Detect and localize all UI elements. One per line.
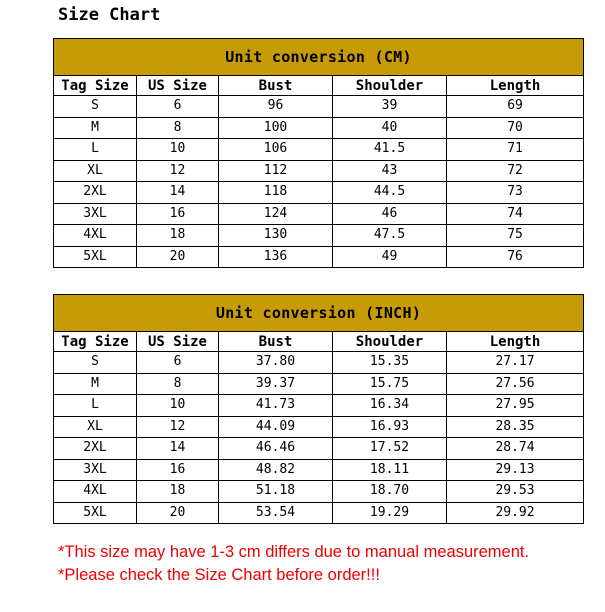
table-cell: 46 [333,203,447,225]
table-cell: 76 [447,246,584,268]
cm-header-us-size: US Size [137,76,219,96]
table-cell: 29.92 [447,502,584,524]
table-cell: 6 [137,352,219,374]
table-cell: M [54,117,137,139]
inch-header-row [54,332,584,352]
table-row [54,395,584,417]
table-cell: 96 [219,96,333,118]
table-row [54,416,584,438]
table-cell: 27.17 [447,352,584,374]
table-cell: 44.5 [333,182,447,204]
measurement-note: *This size may have 1-3 cm differs due to manual measurement. [58,543,530,561]
table-row [54,246,584,268]
table-cell: 16 [137,203,219,225]
inch-size-table [53,294,584,524]
table-cell: 10 [137,395,219,417]
inch-header-us-size: US Size [137,332,219,352]
table-row [54,459,584,481]
table-cell: 3XL [54,459,137,481]
table-cell: 69 [447,96,584,118]
table-cell: M [54,373,137,395]
table-cell: 43 [333,160,447,182]
table-row [54,502,584,524]
table-cell: 12 [137,160,219,182]
cm-table-body [54,96,584,268]
table-cell: 15.35 [333,352,447,374]
table-cell: 10 [137,139,219,161]
table-cell: 37.80 [219,352,333,374]
table-cell: 16.34 [333,395,447,417]
table-cell: 8 [137,373,219,395]
cm-header-shoulder: Shoulder [333,76,447,96]
table-cell: 130 [219,225,333,247]
inch-header-length: Length [447,332,584,352]
cm-header-tag-size: Tag Size [54,76,137,96]
table-cell: 15.75 [333,373,447,395]
cm-table-caption: Unit conversion (CM) [54,39,584,76]
table-row [54,438,584,460]
table-cell: 106 [219,139,333,161]
table-row [54,481,584,503]
table-cell: 70 [447,117,584,139]
table-cell: 3XL [54,203,137,225]
page-title: Size Chart [58,5,161,25]
table-cell: 41.5 [333,139,447,161]
table-row [54,96,584,118]
cm-size-table [53,38,584,268]
table-cell: 14 [137,438,219,460]
table-cell: 8 [137,117,219,139]
table-cell: XL [54,160,137,182]
table-cell: 75 [447,225,584,247]
table-row [54,160,584,182]
table-cell: 5XL [54,246,137,268]
table-cell: 19.29 [333,502,447,524]
table-cell: 74 [447,203,584,225]
inch-table-body [54,352,584,524]
table-cell: S [54,96,137,118]
table-cell: 4XL [54,481,137,503]
table-cell: 47.5 [333,225,447,247]
table-cell: 18.11 [333,459,447,481]
inch-header-bust: Bust [219,332,333,352]
table-cell: 28.74 [447,438,584,460]
table-cell: 27.95 [447,395,584,417]
table-cell: 72 [447,160,584,182]
table-cell: 73 [447,182,584,204]
table-row [54,225,584,247]
table-cell: 17.52 [333,438,447,460]
inch-header-shoulder: Shoulder [333,332,447,352]
cm-header-length: Length [447,76,584,96]
table-row [54,203,584,225]
table-cell: 51.18 [219,481,333,503]
table-row [54,117,584,139]
table-cell: S [54,352,137,374]
table-cell: 18.70 [333,481,447,503]
table-cell: 5XL [54,502,137,524]
table-cell: 41.73 [219,395,333,417]
table-cell: 136 [219,246,333,268]
table-cell: 20 [137,246,219,268]
inch-header-tag-size: Tag Size [54,332,137,352]
check-chart-note: *Please check the Size Chart before order!!! [58,566,380,584]
cm-header-row [54,76,584,96]
table-row [54,182,584,204]
table-cell: 18 [137,225,219,247]
table-cell: 29.53 [447,481,584,503]
table-cell: 2XL [54,438,137,460]
table-cell: 6 [137,96,219,118]
table-cell: 44.09 [219,416,333,438]
table-cell: 71 [447,139,584,161]
table-cell: 124 [219,203,333,225]
table-cell: 29.13 [447,459,584,481]
table-cell: 16 [137,459,219,481]
table-row [54,139,584,161]
table-cell: 4XL [54,225,137,247]
table-cell: 118 [219,182,333,204]
table-cell: 2XL [54,182,137,204]
table-cell: 39.37 [219,373,333,395]
table-cell: 39 [333,96,447,118]
table-cell: L [54,139,137,161]
table-row [54,373,584,395]
table-cell: 53.54 [219,502,333,524]
table-cell: 20 [137,502,219,524]
table-cell: 46.46 [219,438,333,460]
table-cell: 27.56 [447,373,584,395]
table-cell: 16.93 [333,416,447,438]
cm-header-bust: Bust [219,76,333,96]
table-cell: 49 [333,246,447,268]
table-cell: L [54,395,137,417]
table-cell: 14 [137,182,219,204]
table-row [54,352,584,374]
table-cell: 28.35 [447,416,584,438]
table-cell: 100 [219,117,333,139]
table-cell: 48.82 [219,459,333,481]
table-cell: 18 [137,481,219,503]
table-cell: XL [54,416,137,438]
table-cell: 112 [219,160,333,182]
table-cell: 40 [333,117,447,139]
inch-table-caption: Unit conversion (INCH) [54,295,584,332]
table-cell: 12 [137,416,219,438]
